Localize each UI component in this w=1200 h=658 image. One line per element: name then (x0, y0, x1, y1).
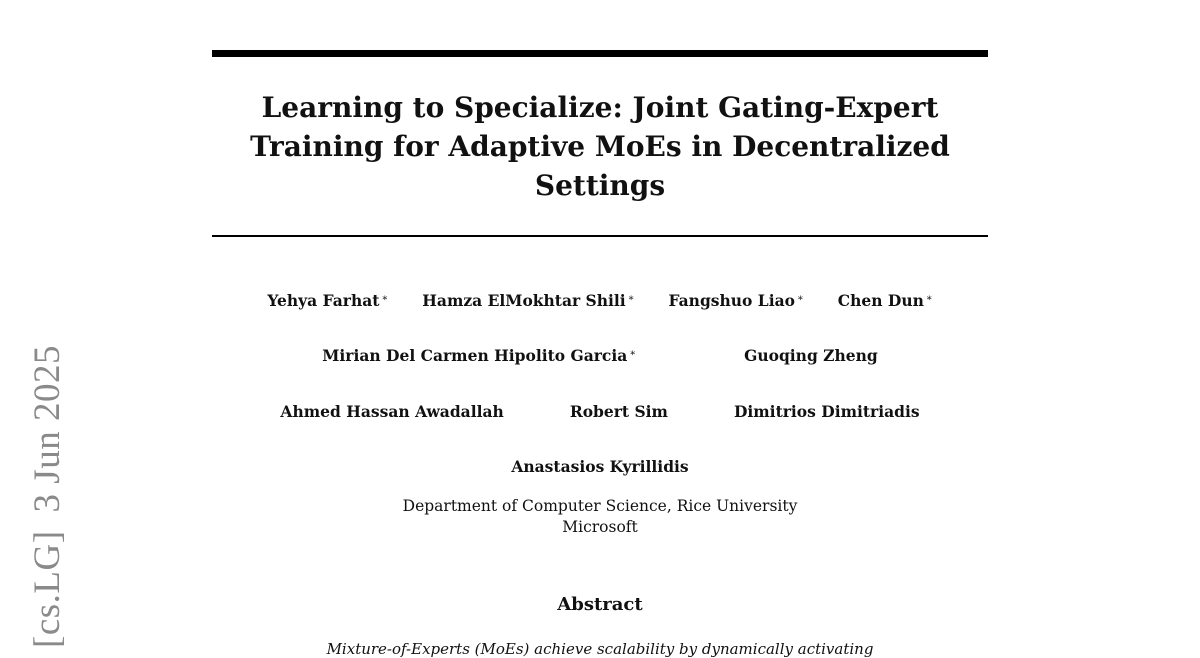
arxiv-date: 3 Jun 2025 (27, 345, 68, 513)
author-name: Hamza ElMokhtar Shili (422, 291, 626, 310)
author (838, 291, 933, 310)
author-name: Robert Sim (569, 402, 668, 421)
affiliation-microsoft: Microsoft (562, 518, 638, 536)
title-bottom-rule (212, 235, 988, 237)
author (422, 291, 634, 310)
title-top-rule (212, 50, 988, 57)
abstract-text: Mixture-of-Experts (MoEs) achieve scalability by dynamically activating (326, 640, 874, 658)
equal-contribution-mark: ∗ (796, 293, 804, 304)
author-name: Anastasios Kyrillidis (511, 457, 689, 476)
author-row-1 (212, 291, 988, 310)
author-name: Ahmed Hassan Awadallah (280, 402, 504, 421)
author-row-2 (212, 346, 988, 365)
author-row-3 (212, 402, 988, 421)
abstract-heading: Abstract (557, 594, 643, 615)
author (511, 457, 688, 476)
author (734, 402, 920, 421)
affiliation-rice: Department of Computer Science, Rice University (402, 497, 798, 515)
author-name: Mirian Del Carmen Hipolito Garcia (322, 346, 628, 365)
author-name: Yehya Farhat (267, 291, 380, 310)
author-name: Chen Dun (837, 291, 924, 310)
author-name: Fangshuo Liao (668, 291, 795, 310)
author-row-4 (212, 457, 988, 476)
author-name: Guoqing Zheng (744, 346, 878, 365)
author (570, 402, 668, 421)
paper-title: Learning to Specialize: Joint Gating-Expert Training for Adaptive MoEs in Decentralized Settings (250, 91, 950, 202)
equal-contribution-mark: ∗ (925, 293, 933, 304)
arxiv-category: [cs.LG] (27, 530, 68, 648)
equal-contribution-mark: ∗ (381, 293, 389, 304)
author (267, 291, 388, 310)
equal-contribution-mark: ∗ (627, 293, 635, 304)
author-name: Dimitrios Dimitriadis (733, 402, 920, 421)
author (668, 291, 803, 310)
arxiv-stamp (27, 327, 68, 648)
author (280, 402, 503, 421)
author (744, 346, 878, 365)
equal-contribution-mark: ∗ (629, 348, 637, 359)
author (322, 346, 636, 365)
